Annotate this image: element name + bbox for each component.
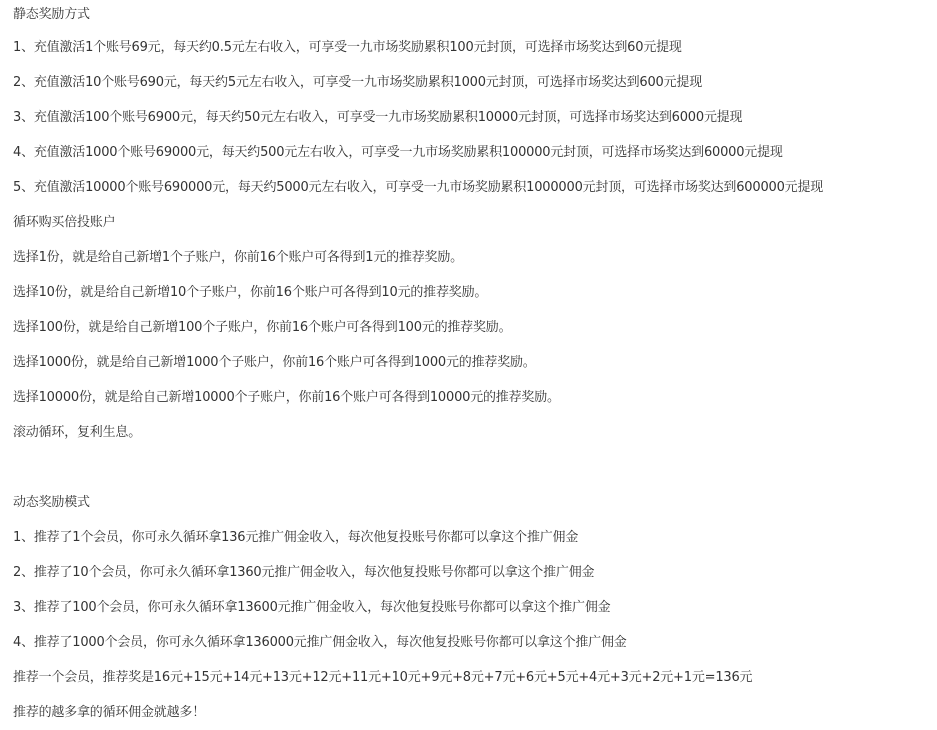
dynamic-formula: 推荐一个会员，推荐奖是16元+15元+14元+13元+12元+11元+10元+9元+8元+7元+6元+5元+4元+3元+2元+1元=136元	[13, 670, 753, 685]
dynamic-item-2: 2、推荐了10个会员，你可永久循环拿1360元推广佣金收入，每次他复投账号你都可以拿这个推广佣金	[13, 565, 595, 580]
dynamic-closing: 推荐的越多拿的循环佣金就越多！	[13, 705, 206, 720]
cycle-section-title: 循环购买倍投账户	[13, 215, 116, 230]
static-section-title: 静态奖励方式	[13, 7, 90, 22]
cycle-item-5: 选择10000份，就是给自己新增10000个子账户，你前16个账户可各得到10000元的推荐奖励。	[13, 390, 560, 405]
dynamic-item-1: 1、推荐了1个会员，你可永久循环拿136元推广佣金收入，每次他复投账号你都可以拿这个推广佣金	[13, 530, 579, 545]
cycle-item-3: 选择100份，就是给自己新增100个子账户，你前16个账户可各得到100元的推荐奖励。	[13, 320, 512, 335]
static-item-1: 1、充值激活1个账号69元，每天约0.5元左右收入，可享受一九市场奖励累积100元封顶，可选择市场奖达到60元提现	[13, 40, 682, 55]
dynamic-item-4: 4、推荐了1000个会员，你可永久循环拿136000元推广佣金收入，每次他复投账号你都可以拿这个推广佣金	[13, 635, 627, 650]
cycle-item-4: 选择1000份，就是给自己新增1000个子账户，你前16个账户可各得到1000元的推荐奖励。	[13, 355, 536, 370]
dynamic-section-title: 动态奖励模式	[13, 495, 90, 510]
cycle-item-2: 选择10份，就是给自己新增10个子账户，你前16个账户可各得到10元的推荐奖励。	[13, 285, 488, 300]
spacer	[13, 450, 933, 485]
static-item-4: 4、充值激活1000个账号69000元，每天约500元左右收入，可享受一九市场奖励累积100000元封顶，可选择市场奖达到60000元提现	[13, 145, 783, 160]
cycle-footer: 滚动循环，复利生息。	[13, 425, 142, 440]
static-item-2: 2、充值激活10个账号690元，每天约5元左右收入，可享受一九市场奖励累积1000元封顶，可选择市场奖达到600元提现	[13, 75, 702, 90]
article-body	[13, 0, 933, 730]
dynamic-item-3: 3、推荐了100个会员，你可永久循环拿13600元推广佣金收入，每次他复投账号你都可以拿这个推广佣金	[13, 600, 611, 615]
static-item-3: 3、充值激活100个账号6900元，每天约50元左右收入，可享受一九市场奖励累积10000元封顶，可选择市场奖达到6000元提现	[13, 110, 743, 125]
static-item-5: 5、充值激活10000个账号690000元，每天约5000元左右收入，可享受一九市场奖励累积1000000元封顶，可选择市场奖达到600000元提现	[13, 180, 824, 195]
cycle-item-1: 选择1份，就是给自己新增1个子账户，你前16个账户可各得到1元的推荐奖励。	[13, 250, 463, 265]
